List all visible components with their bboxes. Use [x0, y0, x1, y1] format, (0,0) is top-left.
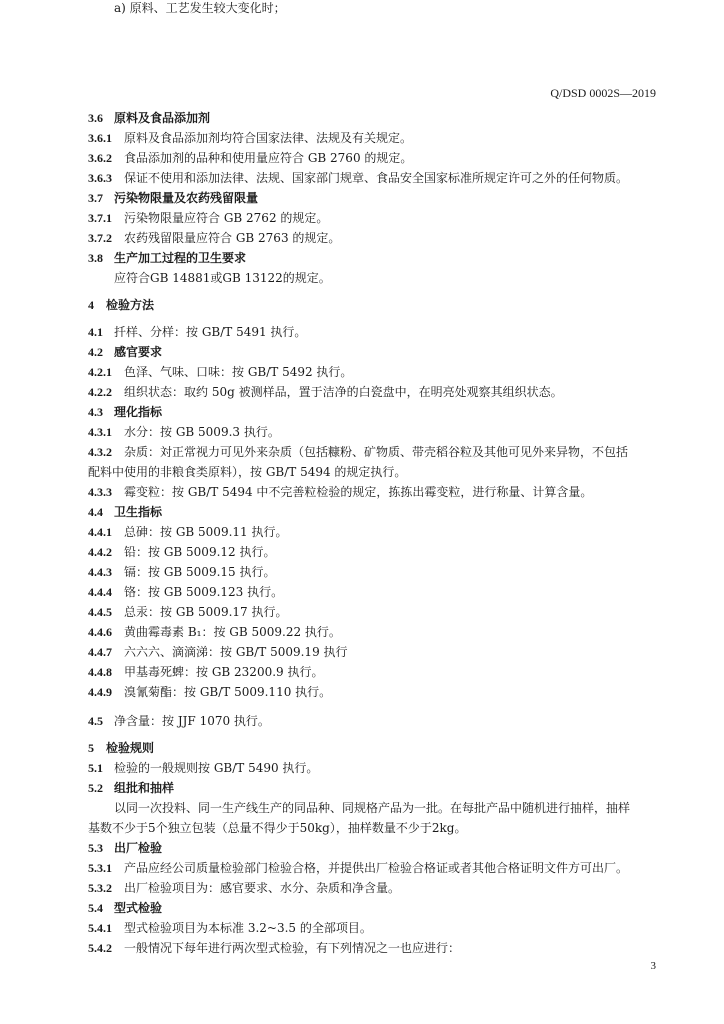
- clause-text: 原料及食品添加剂: [114, 111, 211, 125]
- clause-text: 净含量：按 JJF 1070 执行。: [114, 714, 270, 728]
- doc-line: [88, 504, 162, 520]
- clause-text: 镉：按 GB 5009.15 执行。: [124, 565, 276, 579]
- doc-line: [88, 210, 328, 226]
- doc-line: [88, 324, 306, 340]
- clause-number: 4.3.1: [88, 425, 112, 439]
- clause-number: 4.4.3: [88, 565, 112, 579]
- clause-text: 卫生指标: [114, 505, 163, 519]
- clause-number: 4.4.9: [88, 685, 112, 699]
- doc-line: [88, 484, 592, 500]
- doc-line: [88, 740, 154, 756]
- clause-number: 4.2.2: [88, 385, 112, 399]
- doc-line: [88, 880, 400, 896]
- clause-text: 型式检验: [114, 901, 163, 915]
- clause-number: 5.4: [88, 901, 103, 915]
- clause-number: 3.7.1: [88, 211, 112, 225]
- doc-line: [88, 860, 628, 876]
- clause-number: 5.2: [88, 781, 103, 795]
- clause-text: a) 原料、工艺发生较大变化时；: [114, 1, 286, 15]
- clause-text: 基数不少于5个独立包装（总量不得少于50kg），抽样数量不少于2kg。: [88, 821, 467, 835]
- clause-number: 4.3.3: [88, 485, 112, 499]
- doc-line: [88, 544, 275, 560]
- clause-number: 4.1: [88, 325, 103, 339]
- doc-line: [88, 444, 628, 460]
- clause-number: 4.4: [88, 505, 103, 519]
- doc-line: [88, 190, 258, 206]
- doc-line: [88, 604, 287, 620]
- clause-number: 5.4.1: [88, 921, 112, 935]
- clause-number: 5.3.2: [88, 881, 112, 895]
- clause-text: 理化指标: [114, 405, 163, 419]
- doc-line: [114, 270, 331, 286]
- doc-line: [88, 820, 466, 836]
- clause-number: 3.8: [88, 251, 103, 265]
- doc-line: [88, 664, 323, 680]
- clause-number: 4.4.8: [88, 665, 112, 679]
- clause-text: 色泽、气味、口味：按 GB/T 5492 执行。: [124, 365, 353, 379]
- doc-line: [88, 170, 628, 186]
- doc-line: [88, 424, 280, 440]
- clause-number: 4.2.1: [88, 365, 112, 379]
- doc-line: [88, 384, 563, 400]
- clause-number: 4.3: [88, 405, 103, 419]
- clause-text: 组批和抽样: [114, 781, 175, 795]
- clause-text: 产品应经公司质量检验部门检验合格，并提供出厂检验合格证或者其他合格证明文件方可出厂。: [124, 861, 629, 875]
- clause-text: 总砷：按 GB 5009.11 执行。: [124, 525, 288, 539]
- clause-number: 4.4.6: [88, 625, 112, 639]
- clause-text: 六六六、滴滴涕：按 GB/T 5009.19 执行: [124, 645, 348, 659]
- clause-number: 4.5: [88, 714, 103, 728]
- clause-number: 3.6: [88, 111, 103, 125]
- doc-line: [88, 584, 283, 600]
- clause-number: 4: [88, 298, 94, 312]
- clause-text: 检验的一般规则按 GB/T 5490 执行。: [114, 761, 319, 775]
- doc-line: [88, 920, 372, 936]
- doc-line: [88, 644, 348, 660]
- clause-text: 扦样、分样：按 GB/T 5491 执行。: [114, 325, 307, 339]
- clause-text: 污染物限量应符合 GB 2762 的规定。: [124, 211, 329, 225]
- clause-text: 食品添加剂的品种和使用量应符合 GB 2760 的规定。: [124, 151, 413, 165]
- page-number: 3: [650, 960, 656, 972]
- clause-number: 3.6.2: [88, 151, 112, 165]
- doc-line: [88, 624, 341, 640]
- doc-line: [88, 524, 287, 540]
- doc-line: [88, 404, 162, 420]
- clause-text: 霉变粒：按 GB/T 5494 中不完善粒检验的规定，拣拣出霉变粒，进行称量、计算含量。: [124, 485, 593, 499]
- clause-number: 4.4.1: [88, 525, 112, 539]
- clause-number: 5: [88, 741, 94, 755]
- doc-line: [88, 564, 275, 580]
- doc-line: [88, 250, 246, 266]
- doc-line: [88, 760, 318, 776]
- doc-line: [88, 840, 162, 856]
- doc-line: [88, 780, 174, 796]
- doc-line: [88, 130, 412, 146]
- clause-number: 4.4.4: [88, 585, 112, 599]
- doc-line: [88, 110, 210, 126]
- clause-text: 配料中使用的非粮食类原料），按 GB/T 5494 的规定执行。: [88, 465, 407, 479]
- doc-line: [88, 940, 460, 956]
- doc-line: [114, 0, 286, 16]
- doc-line: [114, 800, 630, 816]
- clause-text: 黄曲霉毒素 B₁：按 GB 5009.22 执行。: [124, 625, 341, 639]
- clause-number: 5.1: [88, 761, 103, 775]
- clause-number: 5.3: [88, 841, 103, 855]
- clause-text: 应符合GB 14881或GB 13122的规定。: [114, 271, 331, 285]
- clause-text: 铅：按 GB 5009.12 执行。: [124, 545, 276, 559]
- clause-text: 型式检验项目为本标准 3.2~3.5 的全部项目。: [124, 921, 372, 935]
- clause-text: 检验方法: [106, 298, 155, 312]
- doc-line: [88, 364, 352, 380]
- clause-text: 杂质：対正常视力可见外来杂质（包括糠粉、矿物质、带壳稻谷粒及其他可见外来异物，不包括: [124, 445, 629, 459]
- clause-text: 感官要求: [114, 345, 163, 359]
- clause-text: 生产加工过程的卫生要求: [114, 251, 247, 265]
- clause-number: 4.3.2: [88, 445, 112, 459]
- clause-text: 检验规则: [106, 741, 155, 755]
- doc-line: [88, 713, 270, 729]
- clause-number: 4.4.5: [88, 605, 112, 619]
- clause-text: 铬：按 GB 5009.123 执行。: [124, 585, 284, 599]
- clause-text: 农药残留限量应符合 GB 2763 的规定。: [124, 231, 341, 245]
- standard-code: Q/DSD 0002S—2019: [550, 86, 656, 100]
- clause-number: 4.2: [88, 345, 103, 359]
- doc-line: [88, 230, 340, 246]
- clause-text: 总汞：按 GB 5009.17 执行。: [124, 605, 288, 619]
- clause-number: 4.4.7: [88, 645, 112, 659]
- clause-text: 溴氰菊酯：按 GB/T 5009.110 执行。: [124, 685, 332, 699]
- clause-text: 保证不使用和添加法律、法规、国家部门规章、食品安全国家标准所规定许可之外的任何物质。: [124, 171, 629, 185]
- doc-line: [88, 150, 412, 166]
- doc-line: [88, 900, 162, 916]
- clause-text: 出厂检验项目为：感官要求、水分、杂质和净含量。: [124, 881, 401, 895]
- clause-number: 3.7: [88, 191, 103, 205]
- clause-text: 以同一次投料、同一生产线生产的同品种、同规格产品为一批。在每批产品中随机进行抽样，抽样: [114, 801, 631, 815]
- clause-number: 3.6.3: [88, 171, 112, 185]
- doc-line: [88, 344, 162, 360]
- clause-text: 出厂检验: [114, 841, 163, 855]
- clause-text: 原料及食品添加剂均符合国家法律、法规及有关规定。: [124, 131, 413, 145]
- clause-text: 一般情况下每年进行两次型式检验，有下列情况之一也应进行：: [124, 941, 461, 955]
- clause-text: 水分：按 GB 5009.3 执行。: [124, 425, 280, 439]
- clause-text: 污染物限量及农药残留限量: [114, 191, 259, 205]
- clause-number: 5.3.1: [88, 861, 112, 875]
- doc-line: [88, 297, 154, 313]
- doc-line: [88, 684, 331, 700]
- clause-number: 5.4.2: [88, 941, 112, 955]
- clause-number: 4.4.2: [88, 545, 112, 559]
- doc-line: [88, 464, 406, 480]
- clause-text: 组织状态：取约 50g 被测样品，置于洁净的白瓷盘中，在明亮处观察其组织状态。: [124, 385, 563, 399]
- clause-number: 3.6.1: [88, 131, 112, 145]
- clause-text: 甲基毒死蜱：按 GB 23200.9 执行。: [124, 665, 324, 679]
- clause-number: 3.7.2: [88, 231, 112, 245]
